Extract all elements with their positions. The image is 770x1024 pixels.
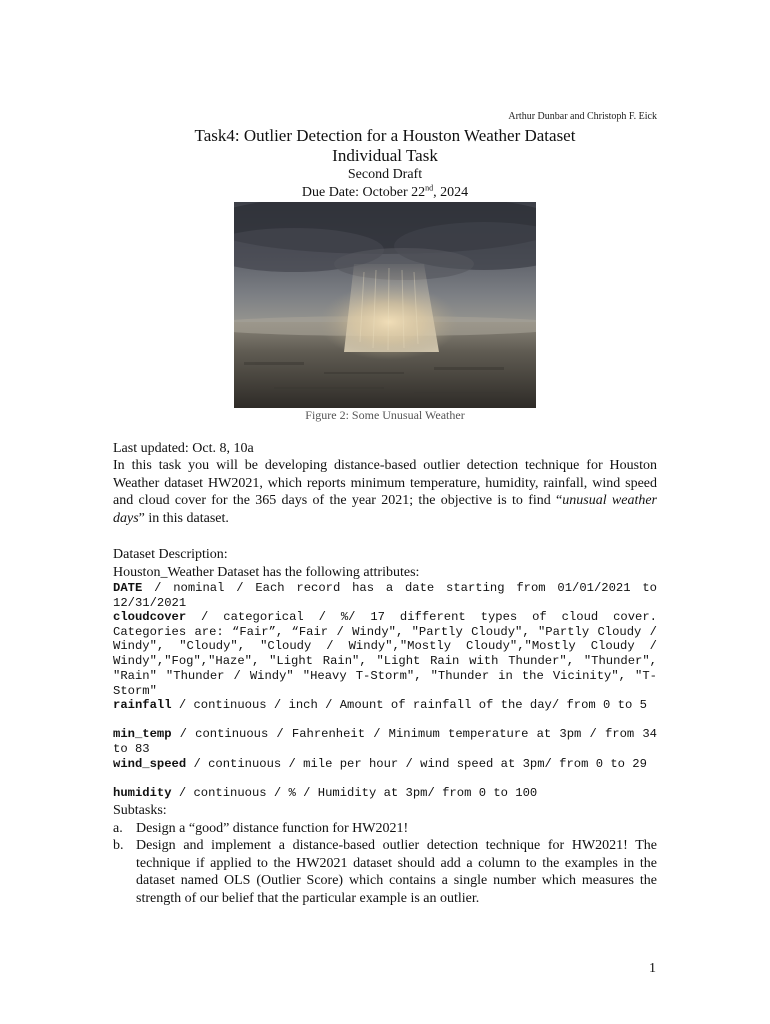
storm-photo [234,202,536,408]
attribute-name: DATE [113,581,143,595]
document-title: Task4: Outlier Detection for a Houston Weather Dataset [194,126,576,145]
subtasks-heading: Subtasks: [113,803,167,818]
attribute-wind-speed [113,757,657,772]
intro-emphasis: unusual weather days [113,493,657,526]
due-date-prefix: Due Date: October 22 [301,185,426,200]
attribute-description: / categorical / %/ 17 different types of cloud cover. Categories are: “Fair”, “Fair / Windy", "Partly Cloudy", "Partly Cloudy / Windy", "Cloudy", "Cloudy / Windy","Mostly Cloudy","Mostly Cloudy / Windy","Fog","Haze", "Light Rain", "Light Rain with Thunder", "Thunder", "Rain" "Thunder / Windy" "Heavy T-Storm", "Thunder in the Vicinity", "T-Storm" [113,610,657,698]
author-line: Arthur Dunbar and Christoph F. Eick [508,111,657,122]
subtasks-section [113,802,657,907]
due-date-suffix: , 2024 [433,185,469,200]
attribute-name: humidity [113,786,172,800]
subtask-text: Design and implement a distance-based outlier detection technique for HW2021! The technique if applied to the HW2021 dataset should add a column to the examples in the dataset named OLS (Outlier Score) which contains a single number which measures the strength of our belief that the particular example is an outlier. [136,838,657,906]
attribute-date [113,581,657,610]
due-date-ordinal: nd [425,183,434,193]
attribute-min-temp [113,727,657,756]
attribute-rainfall [113,698,657,713]
draft-label: Second Draft [347,167,423,182]
attribute-description: / continuous / Fahrenheit / Minimum temperature at 3pm / from 34 to 83 [113,727,657,756]
intro-text-end: ” in this dataset. [138,510,229,526]
attribute-name: min_temp [113,727,172,741]
attribute-description: / continuous / % / Humidity at 3pm/ from 0 to 100 [171,786,538,800]
attribute-description: / continuous / inch / Amount of rainfall of the day/ from 0 to 5 [171,698,647,712]
attribute-humidity [113,786,657,801]
attribute-cloudcover [113,610,657,698]
subtask-item [113,820,657,838]
due-date [0,185,770,201]
dataset-heading: Dataset Description: [113,547,228,562]
attribute-description: / continuous / mile per hour / wind speed at 3pm/ from 0 to 29 [186,757,647,771]
dataset-subheading: Houston_Weather Dataset has the following attributes: [113,565,420,580]
attribute-name: rainfall [113,698,172,712]
attribute-description: / nominal / Each record has a date starting from 01/01/2021 to 12/31/2021 [113,581,657,610]
intro-text-start: In this task you will be developing distance-based outlier detection technique for Houston Weather dataset HW2021, which reports minimum temperature, humidity, rainfall, wind speed and cloud cover for the 365 days of the year 2021; the objective is to find “ [113,458,657,508]
subtask-text: Design a “good” distance function for HW2021! [136,820,409,836]
document-subtitle: Individual Task [332,146,438,165]
page-number: 1 [649,961,656,976]
subtask-marker: b. [113,838,124,853]
last-updated: Last updated: Oct. 8, 10a [113,441,254,456]
subtask-item [113,837,657,907]
figure-caption: Figure 2: Some Unusual Weather [305,408,465,422]
attribute-name: cloudcover [113,610,187,624]
intro-paragraph [113,457,657,527]
attribute-name: wind_speed [113,757,187,771]
subtask-marker: a. [113,820,123,836]
